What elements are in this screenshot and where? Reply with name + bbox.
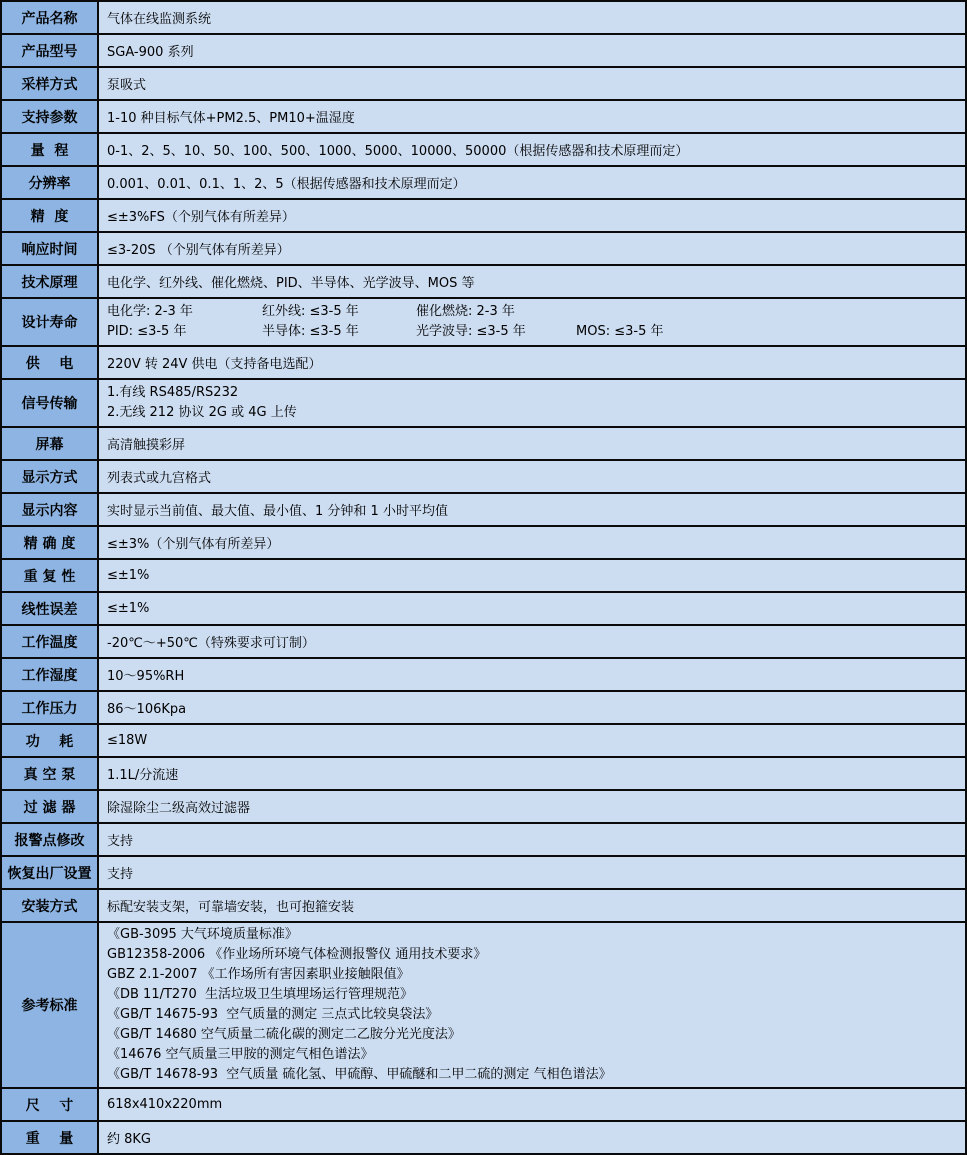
spec-row-label: 产品名称	[1, 1, 98, 34]
spec-row-value: 86～106Kpa	[98, 691, 966, 724]
table-row	[1, 823, 966, 856]
spec-value-segment: PID: ≤3-5 年	[107, 324, 187, 339]
spec-value-segment: 光学波导: ≤3-5 年	[416, 324, 526, 339]
spec-value-line: 《GB/T 14678-93 空气质量 硫化氢、甲硫醇、甲硫醚和二甲二硫的测定 气相色谱法》	[107, 1067, 612, 1082]
table-row	[1, 526, 966, 559]
spec-row-value: -20℃～+50℃（特殊要求可订制）	[98, 625, 966, 658]
spec-row-value: 实时显示当前值、最大值、最小值、1 分钟和 1 小时平均值	[98, 493, 966, 526]
spec-row-value: ≤±3%FS（个别气体有所差异）	[98, 199, 966, 232]
table-row	[1, 724, 966, 757]
spec-row-label: 重 量	[1, 1121, 98, 1154]
spec-value-line: 1.有线 RS485/RS232	[107, 385, 239, 400]
spec-value-segment: 红外线: ≤3-5 年	[262, 304, 359, 319]
spec-row-label: 尺 寸	[1, 1088, 98, 1121]
spec-row-value: ≤±3%（个别气体有所差异）	[98, 526, 966, 559]
table-row	[1, 460, 966, 493]
spec-row-value: 除湿除尘二级高效过滤器	[98, 790, 966, 823]
spec-row-label: 屏幕	[1, 427, 98, 460]
spec-row-label: 响应时间	[1, 232, 98, 265]
table-row	[1, 790, 966, 823]
table-row	[1, 658, 966, 691]
spec-table-body	[1, 1, 966, 1154]
spec-row-label: 设计寿命	[1, 298, 98, 346]
table-row	[1, 592, 966, 625]
spec-row-label: 供 电	[1, 346, 98, 379]
spec-row-value: 0.001、0.01、0.1、1、2、5（根据传感器和技术原理而定）	[98, 166, 966, 199]
spec-row-value	[98, 922, 966, 1088]
spec-value-line: 《GB/T 14680 空气质量二硫化碳的测定二乙胺分光光度法》	[107, 1027, 461, 1042]
spec-value-segment: MOS: ≤3-5 年	[576, 324, 664, 339]
spec-row-value: 泵吸式	[98, 67, 966, 100]
spec-value-line	[107, 302, 957, 322]
spec-row-value: ≤18W	[98, 724, 966, 757]
spec-row-value: 标配安装支架，可靠墙安装，也可抱箍安装	[98, 889, 966, 922]
spec-row-value: 1-10 种目标气体+PM2.5、PM10+温湿度	[98, 100, 966, 133]
spec-row-label: 参考标准	[1, 922, 98, 1088]
table-row	[1, 199, 966, 232]
spec-value-segment: 催化燃烧: 2-3 年	[416, 304, 515, 319]
spec-row-value: 0-1、2、5、10、50、100、500、1000、5000、10000、50000（根据传感器和技术原理而定）	[98, 133, 966, 166]
spec-row-value: ≤±1%	[98, 559, 966, 592]
table-row	[1, 232, 966, 265]
spec-value-line: 《GB-3095 大气环境质量标准》	[107, 927, 298, 942]
spec-row-value: ≤±1%	[98, 592, 966, 625]
table-row	[1, 1088, 966, 1121]
table-row	[1, 856, 966, 889]
spec-row-value	[98, 298, 966, 346]
spec-value-line: GBZ 2.1-2007 《工作场所有害因素职业接触限值》	[107, 967, 410, 982]
spec-row-label: 真 空 泵	[1, 757, 98, 790]
spec-row-label: 支持参数	[1, 100, 98, 133]
spec-value-segment: 半导体: ≤3-5 年	[262, 324, 359, 339]
spec-value-line: 《DB 11/T270 生活垃圾卫生填埋场运行管理规范》	[107, 987, 414, 1002]
spec-value-line: 2.无线 212 协议 2G 或 4G 上传	[107, 405, 297, 420]
spec-value-line: GB12358-2006 《作业场所环境气体检测报警仪 通用技术要求》	[107, 947, 487, 962]
table-row	[1, 922, 966, 1088]
spec-row-label: 精 确 度	[1, 526, 98, 559]
spec-row-label: 显示方式	[1, 460, 98, 493]
spec-row-label: 分辨率	[1, 166, 98, 199]
spec-value-line: 《GB/T 14675-93 空气质量的测定 三点式比较臭袋法》	[107, 1007, 439, 1022]
spec-row-value	[98, 379, 966, 427]
table-row	[1, 757, 966, 790]
spec-row-label: 报警点修改	[1, 823, 98, 856]
spec-row-value: 约 8KG	[98, 1121, 966, 1154]
table-row	[1, 100, 966, 133]
spec-value-line: 《14676 空气质量三甲胺的测定气相色谱法》	[107, 1047, 374, 1062]
table-row	[1, 67, 966, 100]
spec-row-label: 产品型号	[1, 34, 98, 67]
spec-row-label: 精 度	[1, 199, 98, 232]
spec-row-label: 采样方式	[1, 67, 98, 100]
spec-row-value: 618x410x220mm	[98, 1088, 966, 1121]
spec-row-value: ≤3-20S （个别气体有所差异）	[98, 232, 966, 265]
table-row	[1, 625, 966, 658]
table-row	[1, 346, 966, 379]
table-row	[1, 265, 966, 298]
spec-value-line	[107, 322, 957, 342]
spec-row-label: 功 耗	[1, 724, 98, 757]
table-row	[1, 379, 966, 427]
table-row	[1, 1, 966, 34]
spec-row-value: 支持	[98, 823, 966, 856]
spec-row-value: 10～95%RH	[98, 658, 966, 691]
spec-row-label: 信号传输	[1, 379, 98, 427]
spec-row-label: 技术原理	[1, 265, 98, 298]
spec-row-value: SGA-900 系列	[98, 34, 966, 67]
spec-row-value: 1.1L/分流速	[98, 757, 966, 790]
spec-row-label: 过 滤 器	[1, 790, 98, 823]
table-row	[1, 1121, 966, 1154]
table-row	[1, 889, 966, 922]
spec-row-value: 气体在线监测系统	[98, 1, 966, 34]
spec-value-segment: 电化学: 2-3 年	[107, 304, 193, 319]
spec-row-value: 220V 转 24V 供电（支持备电选配）	[98, 346, 966, 379]
table-row	[1, 493, 966, 526]
spec-row-label: 工作温度	[1, 625, 98, 658]
spec-row-value: 列表式或九宫格式	[98, 460, 966, 493]
spec-row-label: 恢复出厂设置	[1, 856, 98, 889]
table-row	[1, 559, 966, 592]
spec-row-label: 重 复 性	[1, 559, 98, 592]
spec-row-label: 工作湿度	[1, 658, 98, 691]
spec-row-label: 线性误差	[1, 592, 98, 625]
spec-row-value: 电化学、红外线、催化燃烧、PID、半导体、光学波导、MOS 等	[98, 265, 966, 298]
table-row	[1, 166, 966, 199]
spec-row-label: 工作压力	[1, 691, 98, 724]
spec-row-label: 量 程	[1, 133, 98, 166]
table-row	[1, 298, 966, 346]
spec-row-label: 显示内容	[1, 493, 98, 526]
table-row	[1, 427, 966, 460]
spec-row-value: 高清触摸彩屏	[98, 427, 966, 460]
spec-row-value: 支持	[98, 856, 966, 889]
table-row	[1, 34, 966, 67]
table-row	[1, 691, 966, 724]
table-row	[1, 133, 966, 166]
spec-row-label: 安装方式	[1, 889, 98, 922]
